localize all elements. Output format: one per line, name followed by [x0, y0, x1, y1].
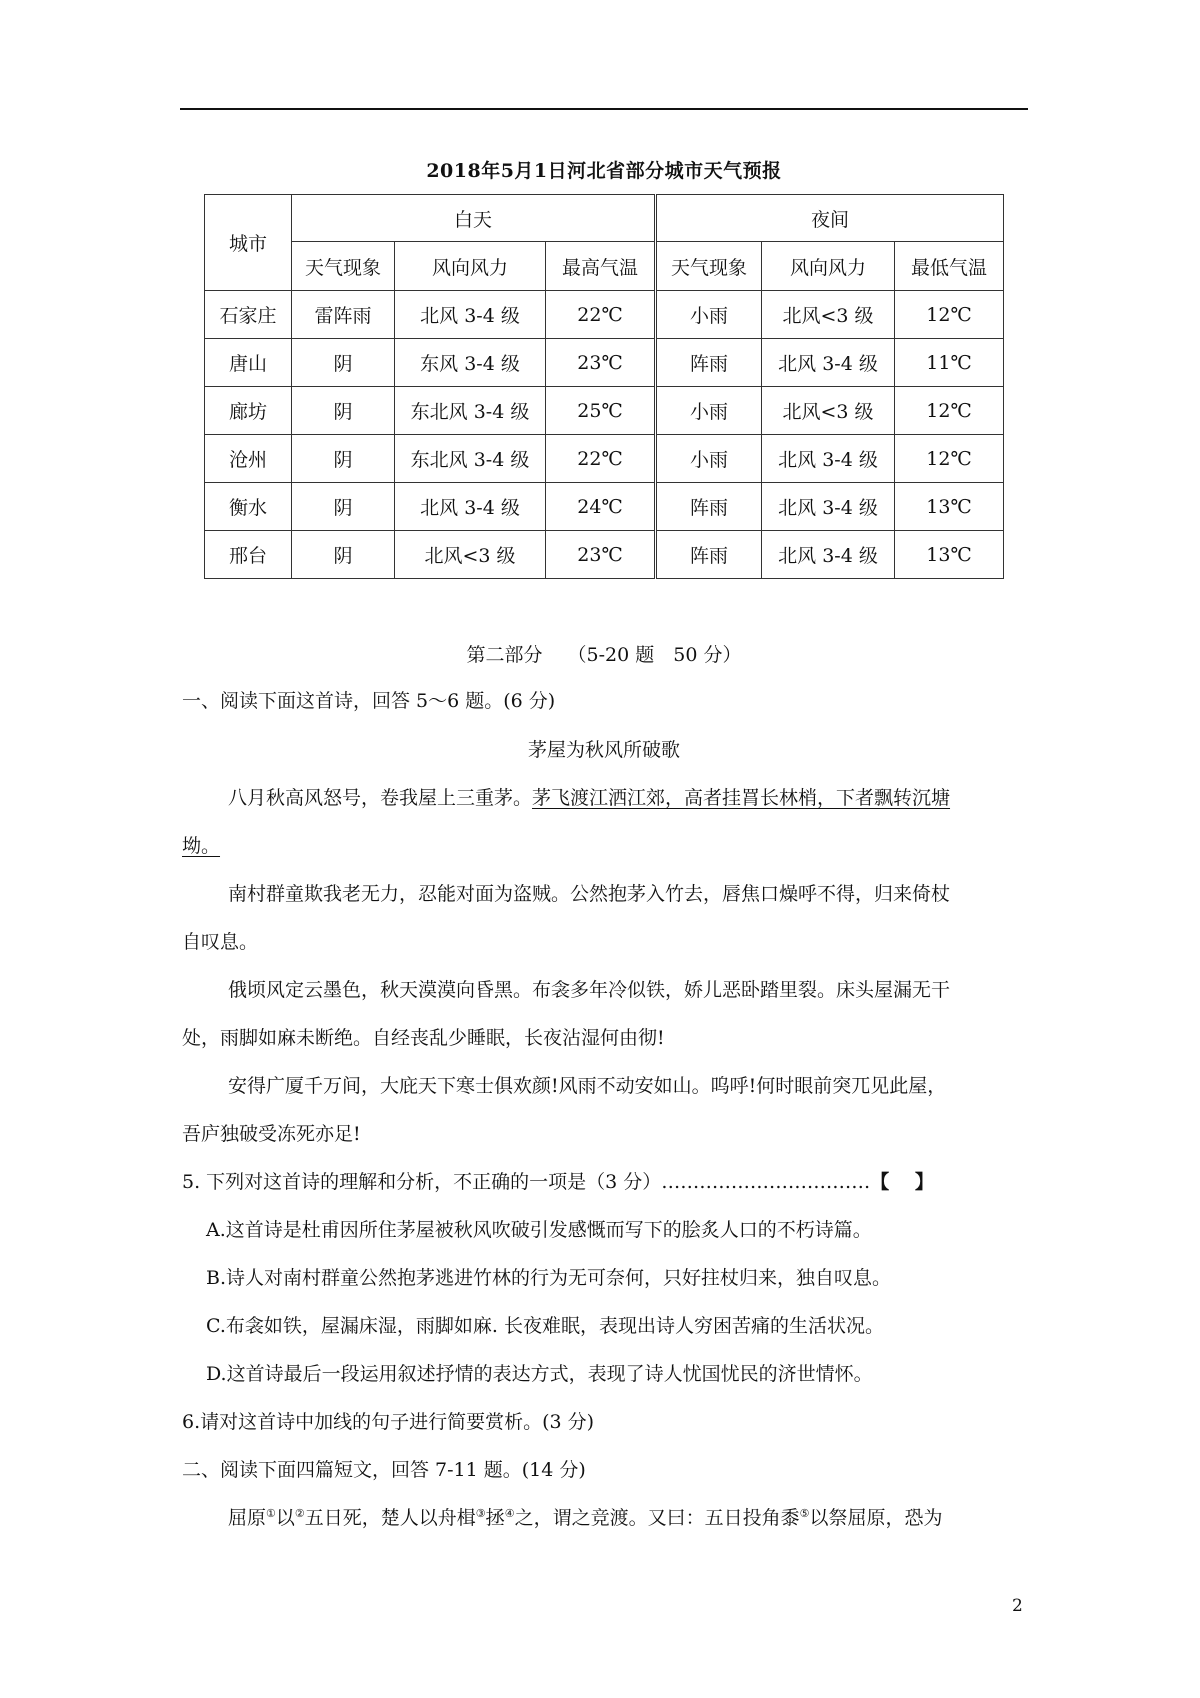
question-6: 6.请对这首诗中加线的句子进行简要赏析。(3 分) [182, 1411, 595, 1433]
poem-underlined-text: 茅飞渡江洒江郊，高者挂罥长林梢，下者飘转沉塘 [532, 787, 951, 809]
table-cell: 阴 [292, 435, 395, 483]
poem-paragraph-2: 南村群童欺我老无力，忍能对面为盗贼。公然抱茅入竹去，唇焦口燥呼不得，归来倚杖 [228, 883, 951, 905]
table-cell: 北风 3-4 级 [762, 531, 895, 579]
table-cell: 12℃ [895, 435, 1004, 483]
city-cell: 沧州 [205, 435, 292, 483]
table-row [205, 387, 1004, 435]
table-cell: 东北风 3-4 级 [395, 435, 546, 483]
table-cell: 雷阵雨 [292, 291, 395, 339]
table-cell: 阴 [292, 531, 395, 579]
top-rule [180, 108, 1028, 110]
table-cell: 23℃ [546, 531, 656, 579]
footnote-mark: ① [266, 1507, 276, 1520]
dot-leader: …………………………… [661, 1171, 871, 1193]
table-cell: 阵雨 [656, 531, 762, 579]
poem-underlined-text: 坳。 [182, 835, 221, 857]
city-cell: 廊坊 [205, 387, 292, 435]
table-cell: 北风 3-4 级 [395, 483, 546, 531]
poem-text: 八月秋高风怒号，卷我屋上三重茅。 [228, 787, 533, 809]
option-a: A.这首诗是杜甫因所住茅屋被秋风吹破引发感慨而写下的脍炙人口的不朽诗篇。 [206, 1219, 872, 1241]
table-row [205, 339, 1004, 387]
poem-paragraph-3-cont: 处，雨脚如麻未断绝。自经丧乱少睡眠，长夜沾湿何由彻! [182, 1027, 665, 1049]
table-cell: 24℃ [546, 483, 656, 531]
table-cell: 13℃ [895, 531, 1004, 579]
footnote-mark: ② [294, 1507, 305, 1520]
table-cell: 北风 3-4 级 [762, 435, 895, 483]
city-cell: 唐山 [205, 339, 292, 387]
answer-bracket: 【 】 [870, 1171, 934, 1193]
table-cell: 阴 [292, 339, 395, 387]
city-header: 城市 [205, 195, 292, 291]
passage-first-line: 屈原①以②五日死，楚人以舟楫③拯④之，谓之竞渡。又曰：五日投角黍⑤以祭屈原，恐为 [228, 1507, 943, 1529]
table-cell: 北风<3 级 [762, 291, 895, 339]
option-c: C.布衾如铁，屋漏床湿，雨脚如麻. 长夜难眠，表现出诗人穷困苦痛的生活状况。 [206, 1315, 884, 1337]
weather-table [204, 194, 1004, 579]
question-group-2-intro: 二、阅读下面四篇短文，回答 7-11 题。(14 分) [182, 1459, 586, 1481]
poem-paragraph-2-cont: 自叹息。 [182, 931, 259, 953]
table-cell: 22℃ [546, 291, 656, 339]
table-cell: 25℃ [546, 387, 656, 435]
sub-header: 天气现象 [292, 242, 395, 291]
table-row [205, 435, 1004, 483]
sub-header: 风向风力 [395, 242, 546, 291]
table-cell: 北风 3-4 级 [762, 483, 895, 531]
city-cell: 衡水 [205, 483, 292, 531]
footnote-mark: ③ [475, 1507, 486, 1520]
poem-paragraph-3: 俄顷风定云墨色，秋天漠漠向昏黑。布衾多年冷似铁，娇儿恶卧踏里裂。床头屋漏无干 [228, 979, 951, 1001]
poem-paragraph-4: 安得广厦千万间，大庇天下寒士俱欢颜!风雨不动安如山。呜呼!何时眼前突兀见此屋， [228, 1075, 947, 1097]
table-cell: 12℃ [895, 387, 1004, 435]
table-cell: 阵雨 [656, 339, 762, 387]
table-cell: 小雨 [656, 387, 762, 435]
question-group-1-intro: 一、阅读下面这首诗，回答 5～6 题。(6 分) [182, 690, 556, 712]
footnote-mark: ④ [504, 1507, 515, 1520]
sub-header: 风向风力 [762, 242, 895, 291]
option-d: D.这首诗最后一段运用叙述抒情的表达方式，表现了诗人忧国忧民的济世情怀。 [206, 1363, 873, 1385]
table-cell: 13℃ [895, 483, 1004, 531]
table-cell: 东风 3-4 级 [395, 339, 546, 387]
table-cell: 阵雨 [656, 483, 762, 531]
table-cell: 23℃ [546, 339, 656, 387]
table-cell: 阴 [292, 483, 395, 531]
page-number: 2 [1012, 1596, 1023, 1616]
table-cell: 北风 3-4 级 [762, 339, 895, 387]
table-cell: 北风<3 级 [762, 387, 895, 435]
table-cell: 阴 [292, 387, 395, 435]
table-cell: 北风 3-4 级 [395, 291, 546, 339]
day-header: 白天 [292, 195, 656, 242]
city-cell: 邢台 [205, 531, 292, 579]
footnote-mark: ⑤ [799, 1507, 810, 1520]
table-cell: 小雨 [656, 291, 762, 339]
table-cell: 小雨 [656, 435, 762, 483]
night-header: 夜间 [656, 195, 1004, 242]
poem-paragraph-1 [228, 786, 950, 810]
table-cell: 东北风 3-4 级 [395, 387, 546, 435]
sub-header: 最高气温 [546, 242, 656, 291]
section-title: 第二部分 （5-20 题 50 分） [466, 644, 742, 666]
table-row [205, 483, 1004, 531]
city-cell: 石家庄 [205, 291, 292, 339]
option-b: B.诗人对南村群童公然抱茅逃进竹林的行为无可奈何，只好拄杖归来，独自叹息。 [206, 1267, 892, 1289]
table-title: 2018年5月1日河北省部分城市天气预报 [426, 160, 782, 182]
table-cell: 12℃ [895, 291, 1004, 339]
table-row [205, 291, 1004, 339]
table-cell: 11℃ [895, 339, 1004, 387]
table-row [205, 531, 1004, 579]
table-cell: 北风<3 级 [395, 531, 546, 579]
sub-header: 最低气温 [895, 242, 1004, 291]
table-cell: 22℃ [546, 435, 656, 483]
question-5-stem: 5. 下列对这首诗的理解和分析，不正确的一项是（3 分）……………………………【 】 [182, 1171, 934, 1193]
sub-header: 天气现象 [656, 242, 762, 291]
poem-title: 茅屋为秋风所破歌 [527, 739, 680, 761]
poem-paragraph-4-cont: 吾庐独破受冻死亦足! [182, 1123, 361, 1145]
